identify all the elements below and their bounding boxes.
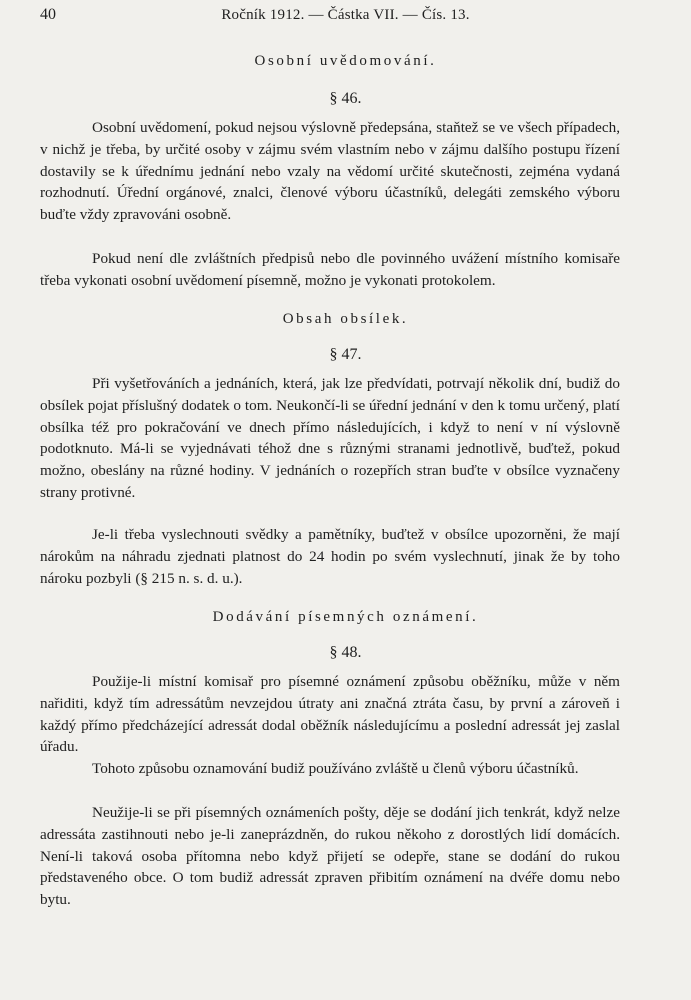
paragraph: Neužije-li se při písemných oznámeních pošty, děje se dodání jich tenkrát, když nelze adressáta zastihnouti nebo je-li zaneprázdněn, do rukou někoho z dorostlých lidí domácích. Není-li taková osoba přítomna nebo když přijetí se odepře, stane se dodání do rukou představeného obce. O tom budiž adressát zpraven přibitím oznámení na dvéře domu nebo bytu. <box>40 804 620 909</box>
page-number: 40 <box>40 6 56 23</box>
paragraph: Tohoto způsobu oznamování budiž používáno zvláště u členů výboru účastníků. <box>92 760 579 777</box>
paragraph: Je-li třeba vyslechnouti svědky a pamětníky, buďtež v obsílce upozorněni, že mají nárokům na náhradu zjednati platnost do 24 hodin po svém vyslechnutí, jinak že by toho nároku pozbyli (§ 215 n. s. d. u.). <box>40 526 620 587</box>
section-heading: Osobní uvědomování. <box>254 53 437 69</box>
paragraph: Pokud není dle zvláštních předpisů nebo dle povinného uvážení místního komisaře třeba vykonati osobní uvědomení písemně, možno je vykonati protokolem. <box>40 250 620 289</box>
running-header <box>40 6 651 28</box>
paragraph: Použije-li místní komisař pro písemné oznámení způsobu oběžníku, může v něm nařiditi, když tím adressátům nevzejdou útraty ani značná ztráta času, by první a zároveň i každý přímo předcházející adressát dodal oběžník následujícímu a poslední adressát jej zaslal úřadu. <box>40 673 620 756</box>
section-number: § 47. <box>329 346 362 363</box>
section-heading: Obsah obsílek. <box>282 311 409 327</box>
paragraph: Při vyšetřováních a jednáních, která, jak lze předvídati, potrvají několik dní, budiž do obsílek pojat příslušný dodatek o tom. Neukončí-li se úřední jednání v den k tomu určený, platí obsílka též pro pokračování ve dnech přímo následujících, i když to není v ní výslovně podotknuto. Má-li se vyjednávati téhož dne s různými stranami jednotlivě, buďtež, pokud možno, obeslány na různé hodiny. V jednáních o rozepřích stran buďte v obsílce vyznačeny strany protivné. <box>40 375 620 501</box>
paragraph: Osobní uvědomení, pokud nejsou výslovně předepsána, staňtež se ve všech případech, v nichž je třeba, by určité osoby v zájmu svém vlastním nebo v zájmu dalšího postupu řízení dostavily se k úřednímu jednání nebo vzaly na vědomí určité skutečnosti, zejména vydaná rozhodnutí. Úřední orgánové, znalci, členové výboru účastníků, delegáti zemského výboru buďte vždy zpravováni osobně. <box>40 119 620 224</box>
section-number: § 48. <box>329 644 362 661</box>
section-heading: Dodávání písemných oznámení. <box>212 609 479 625</box>
running-title: Ročník 1912. — Částka VII. — Čís. 13. <box>221 7 470 23</box>
section-number: § 46. <box>329 90 362 107</box>
